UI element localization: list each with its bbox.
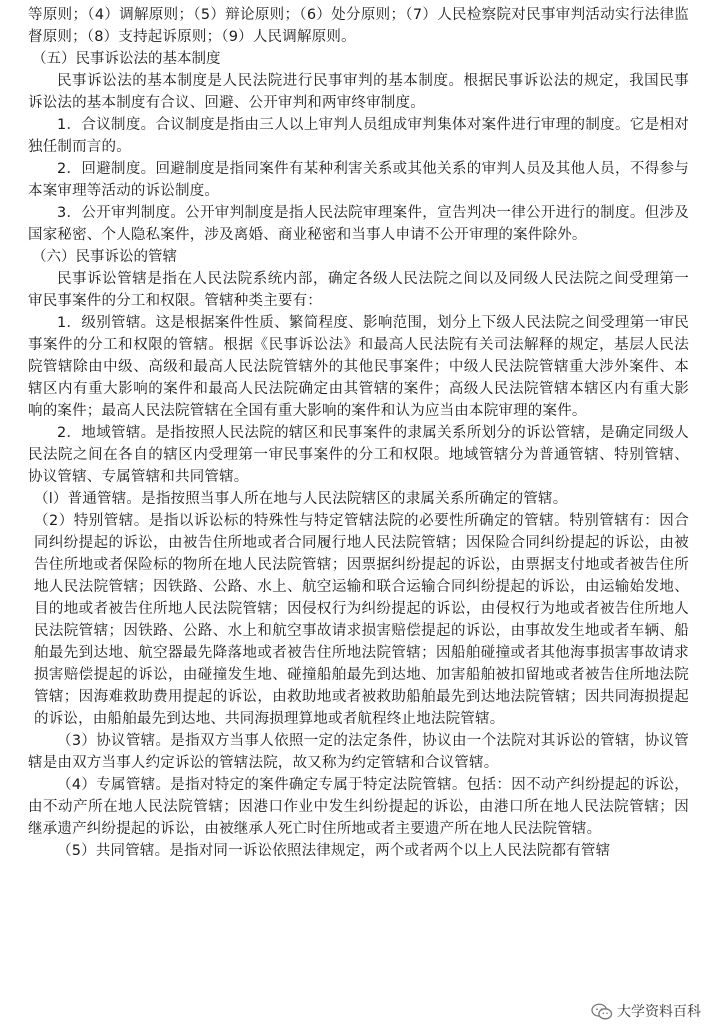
section-heading-jurisdiction: （六）民事诉讼的管辖	[32, 249, 177, 265]
paragraph-collegial-system: 1．合议制度。合议制度是指由三人以上审判人员组成审判集体对案件进行审理的制度。它是相对独任制而言的。	[28, 117, 689, 155]
paragraph-special-jurisdiction: （2）特别管辖。是指以诉讼标的特殊性与特定管辖法院的必要性所确定的管辖。特别管辖有：因合同纠纷提起的诉讼，由被告住所地或者合同履行地人民法院管辖；因保险合同纠纷提起的诉讼，由被告住所地或者保险标的物所在地人民法院管辖；因票据纠纷提起的诉讼，由票据支付地或者被告住所地人民法院管辖；因铁路、公路、水上、航空运输和联合运输合同纠纷提起的诉讼，由运输始发地、目的地或者被告住所地人民法院管辖；因侵权行为纠纷提起的诉讼，由侵权行为地或者被告住所地人民法院管辖；因铁路、公路、水上和航空事故请求损害赔偿提起的诉讼，由事故发生地或者车辆、船舶最先到达地、航空器最先降落地或者被告住所地法院管辖；因船舶碰撞或者其他海事损害事故请求损害赔偿提起的诉讼，由碰撞发生地、碰撞船舶最先到达地、加害船舶被扣留地或者被告住所地法院管辖；因海难救助费用提起的诉讼，由救助地或者被救助船舶最先到达地法院管辖；因共同海损提起的诉讼，由船舶最先到达地、共同海损理算地或者航程终止地法院管辖。	[34, 513, 689, 727]
paragraph-jurisdiction-intro: 民事诉讼管辖是指在人民法院系统内部，确定各级人民法院之间以及同级人民法院之间受理第一审民事案件的分工和权限。管辖种类主要有：	[28, 271, 689, 309]
paragraph-joint-jurisdiction: （5）共同管辖。是指对同一诉讼依照法律规定，两个或者两个以上人民法院都有管辖	[57, 843, 611, 859]
wechat-icon	[591, 1002, 613, 1022]
paragraph-basic-systems: 民事诉讼法的基本制度是人民法院进行民事审判的基本制度。根据民事诉讼法的规定，我国民事诉讼法的基本制度有合议、回避、公开审判和两审终审制度。	[28, 73, 689, 111]
paragraph-exclusive-jurisdiction: （4）专属管辖。是指对特定的案件确定专属于特定法院管辖。包括：因不动产纠纷提起的诉讼，由不动产所在地人民法院管辖；因港口作业中发生纠纷提起的诉讼，由港口所在地人民法院管辖；因继承遗产纠纷提起的诉讼，由被继承人死亡时住所地或者主要遗产所在地人民法院管辖。	[28, 777, 689, 837]
paragraph-agreed-jurisdiction: （3）协议管辖。是指双方当事人依照一定的法定条件，协议由一个法院对其诉讼的管辖，协议管辖是由双方当事人约定诉讼的管辖法院，故又称为约定管辖和合议管辖。	[28, 733, 689, 771]
paragraph-general-jurisdiction: （l）普通管辖。是指按照当事人所在地与人民法院辖区的隶属关系所确定的管辖。	[34, 491, 568, 507]
watermark-text: 大学资料百科	[617, 1004, 701, 1020]
paragraph-level-jurisdiction: 1．级别管辖。这是根据案件性质、繁简程度、影响范围，划分上下级人民法院之间受理第一审民事案件的分工和权限的管辖。根据《民事诉讼法》和最高人民法院有关司法解释的规定，基层人民法院管辖除由中级、高级和最高人民法院管辖外的其他民事案件；中级人民法院管辖重大涉外案件、本辖区内有重大影响的案件和最高人民法院确定由其管辖的案件；高级人民法院管辖本辖区内有重大影响的案件；最高人民法院管辖在全国有重大影响的案件和认为应当由本院审理的案件。	[28, 315, 689, 419]
paragraph-public-trial-system: 3．公开审判制度。公开审判制度是指人民法院审理案件，宣告判决一律公开进行的制度。但涉及国家秘密、个人隐私案件，涉及离婚、商业秘密和当事人申请不公开审理的案件除外。	[28, 205, 689, 243]
section-heading-basic-systems: （五）民事诉讼法的基本制度	[32, 51, 221, 67]
paragraph-principles-continued: 等原则；（4）调解原则；（5）辩论原则；（6）处分原则；（7）人民检察院对民事审判活动实行法律监督原则；（8）支持起诉原则；（9）人民调解原则。	[28, 7, 689, 45]
watermark	[591, 1001, 701, 1023]
paragraph-withdrawal-system: 2．回避制度。回避制度是指同案件有某种利害关系或其他关系的审判人员及其他人员，不得参与本案审理等活动的诉讼制度。	[28, 161, 689, 199]
paragraph-territorial-jurisdiction: 2．地域管辖。是指按照人民法院的辖区和民事案件的隶属关系所划分的诉讼管辖，是确定同级人民法院之间在各自的辖区内受理第一审民事案件的分工和权限。地域管辖分为普通管辖、特别管辖、协议管辖、专属管辖和共同管辖。	[28, 425, 689, 485]
